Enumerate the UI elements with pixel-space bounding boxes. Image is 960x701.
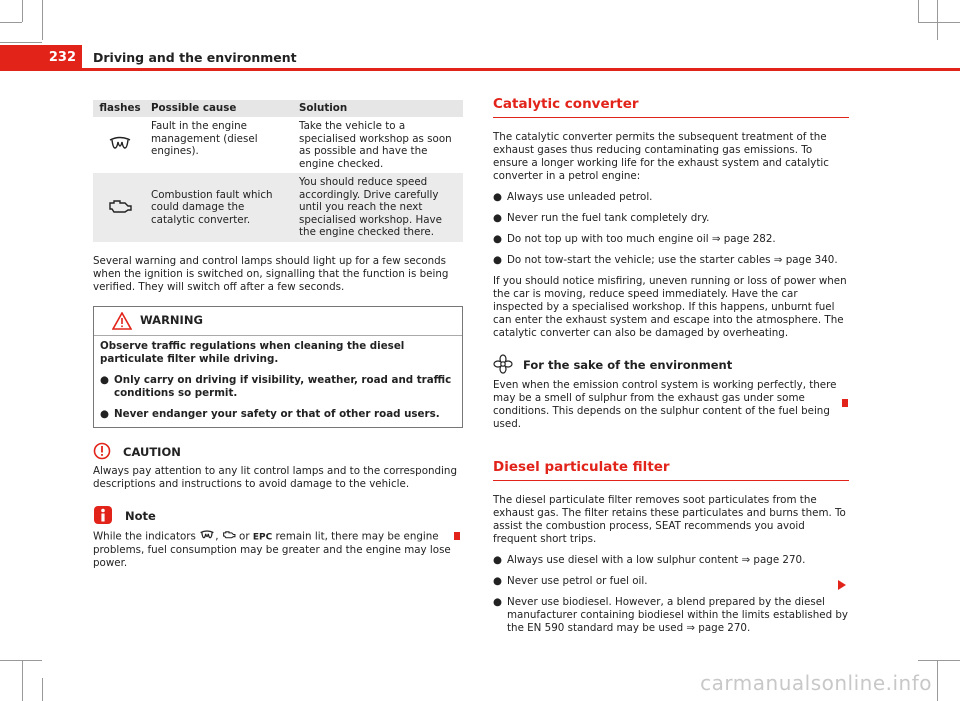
table-header: Solution — [295, 100, 463, 117]
left-column — [93, 100, 463, 578]
info-icon — [93, 505, 113, 528]
paragraph: The diesel particulate filter removes soot particulates from the exhaust gas. The filter retains these particulates and burns them. To assist the combustion process, SEAT recommends you avoid frequent short trips. — [493, 494, 846, 545]
caution-text: Always pay attention to any lit control lamps and to the corresponding descriptions and instructions to avoid damage to the vehicle. — [93, 464, 457, 490]
table-cell-solution: Take the vehicle to a specialised workshop as soon as possible and have the engine checked. — [295, 117, 463, 173]
list-item: ● Never use biodiesel. However, a blend prepared by the diesel manufacturer containing biodiesel within the limits established by the EN 590 standard may be used ⇒ page 270. — [493, 596, 849, 634]
crop-mark — [937, 660, 938, 701]
flower-icon — [493, 354, 513, 377]
caution-title: CAUTION — [123, 444, 181, 459]
list-item: ● Do not tow-start the vehicle; use the starter cables ⇒ page 340. — [493, 254, 838, 266]
warning-body — [94, 336, 462, 427]
glow-plug-icon — [93, 117, 147, 173]
list-item: ● Always use unleaded petrol. — [493, 191, 653, 203]
page-number: 232 — [0, 45, 82, 71]
section-end-mark — [454, 532, 460, 540]
caution-block — [93, 442, 463, 491]
epc-icon: EPC — [252, 532, 273, 542]
engine-icon — [222, 530, 236, 543]
table-header: Possible cause — [147, 100, 295, 117]
chapter-title: Driving and the environment — [93, 50, 297, 65]
list-item: ● Only carry on driving if visibility, weather, road and traffic conditions so permit. — [100, 373, 452, 399]
note-header — [93, 505, 463, 528]
crop-mark — [0, 660, 42, 661]
table-cell-cause: Combustion fault which could damage the catalytic converter. — [147, 173, 295, 242]
note-text: While the indicators , or EPC remain lit, there may be engine problems, fuel consumption may be greater and the engine may lose power. — [93, 530, 451, 569]
crop-mark — [918, 0, 919, 22]
crop-mark — [937, 0, 938, 40]
warning-header — [94, 307, 462, 336]
section-title: Catalytic converter — [493, 98, 849, 118]
table-cell-solution: You should reduce speed accordingly. Drive carefully until you reach the next specialised workshop. Have the engine checked there. — [295, 173, 463, 242]
list-item: ● Never endanger your safety or that of other road users. — [100, 407, 440, 420]
paragraph: The catalytic converter permits the subsequent treatment of the exhaust gases thus reducing contaminating gas emissions. To ensure a longer working life for the exhaust system and catalytic converter in a petrol engine: — [493, 131, 829, 182]
warning-triangle-icon — [112, 312, 132, 333]
warning-intro: Observe traffic regulations when cleaning the diesel particulate filter while driving. — [100, 339, 405, 365]
warning-title: WARNING — [140, 313, 203, 327]
crop-mark — [918, 660, 960, 661]
continue-arrow-icon — [838, 580, 846, 590]
list-item: ● Always use diesel with a low sulphur content ⇒ page 270. — [493, 554, 806, 566]
right-column — [493, 98, 849, 643]
list-item: ● Never run the fuel tank completely dry. — [493, 212, 710, 224]
table-cell-cause: Fault in the engine management (diesel engines). — [147, 117, 295, 173]
lamp-table — [93, 100, 463, 242]
paragraph: Several warning and control lamps should light up for a few seconds when the ignition is switched on, signalling that the function is being verified. They will switch off after a few seconds. — [93, 254, 449, 293]
crop-mark — [42, 0, 43, 40]
crop-mark — [0, 42, 42, 43]
header-rule — [82, 68, 960, 71]
paragraph: If you should notice misfiring, uneven running or loss of power when the car is moving, reduce speed immediately. Have the car inspected by a specialised workshop. If this happens, unburnt fuel can enter the exhaust system and escape into the atmosphere. The catalytic converter can also be damaged by overheating. — [493, 275, 847, 339]
crop-mark — [0, 22, 22, 23]
environment-text: Even when the emission control system is working perfectly, there may be a smell of sulphur from the exhaust gas under some conditions. This depends on the sulphur content of the fuel being used. — [493, 379, 837, 430]
crop-mark — [42, 678, 43, 701]
crop-mark — [918, 22, 960, 23]
watermark: carmanualsonline.info — [700, 671, 932, 695]
warning-box — [93, 306, 463, 428]
environment-header — [493, 354, 849, 377]
note-title: Note — [125, 508, 156, 523]
table-header: flashes — [93, 100, 147, 117]
crop-mark — [22, 660, 23, 701]
list-item: ● Never use petrol or fuel oil. — [493, 575, 648, 587]
table-row — [93, 173, 463, 242]
note-block — [93, 505, 463, 571]
list-item: ● Do not top up with too much engine oil ⇒ page 282. — [493, 233, 776, 245]
section-end-mark — [842, 399, 848, 407]
caution-icon — [93, 442, 111, 463]
glow-plug-icon — [199, 530, 215, 543]
caution-header — [93, 442, 463, 463]
crop-mark — [22, 0, 23, 22]
table-row — [93, 117, 463, 173]
engine-icon — [93, 173, 147, 242]
environment-title: For the sake of the environment — [523, 358, 733, 372]
section-title: Diesel particulate filter — [493, 461, 849, 481]
